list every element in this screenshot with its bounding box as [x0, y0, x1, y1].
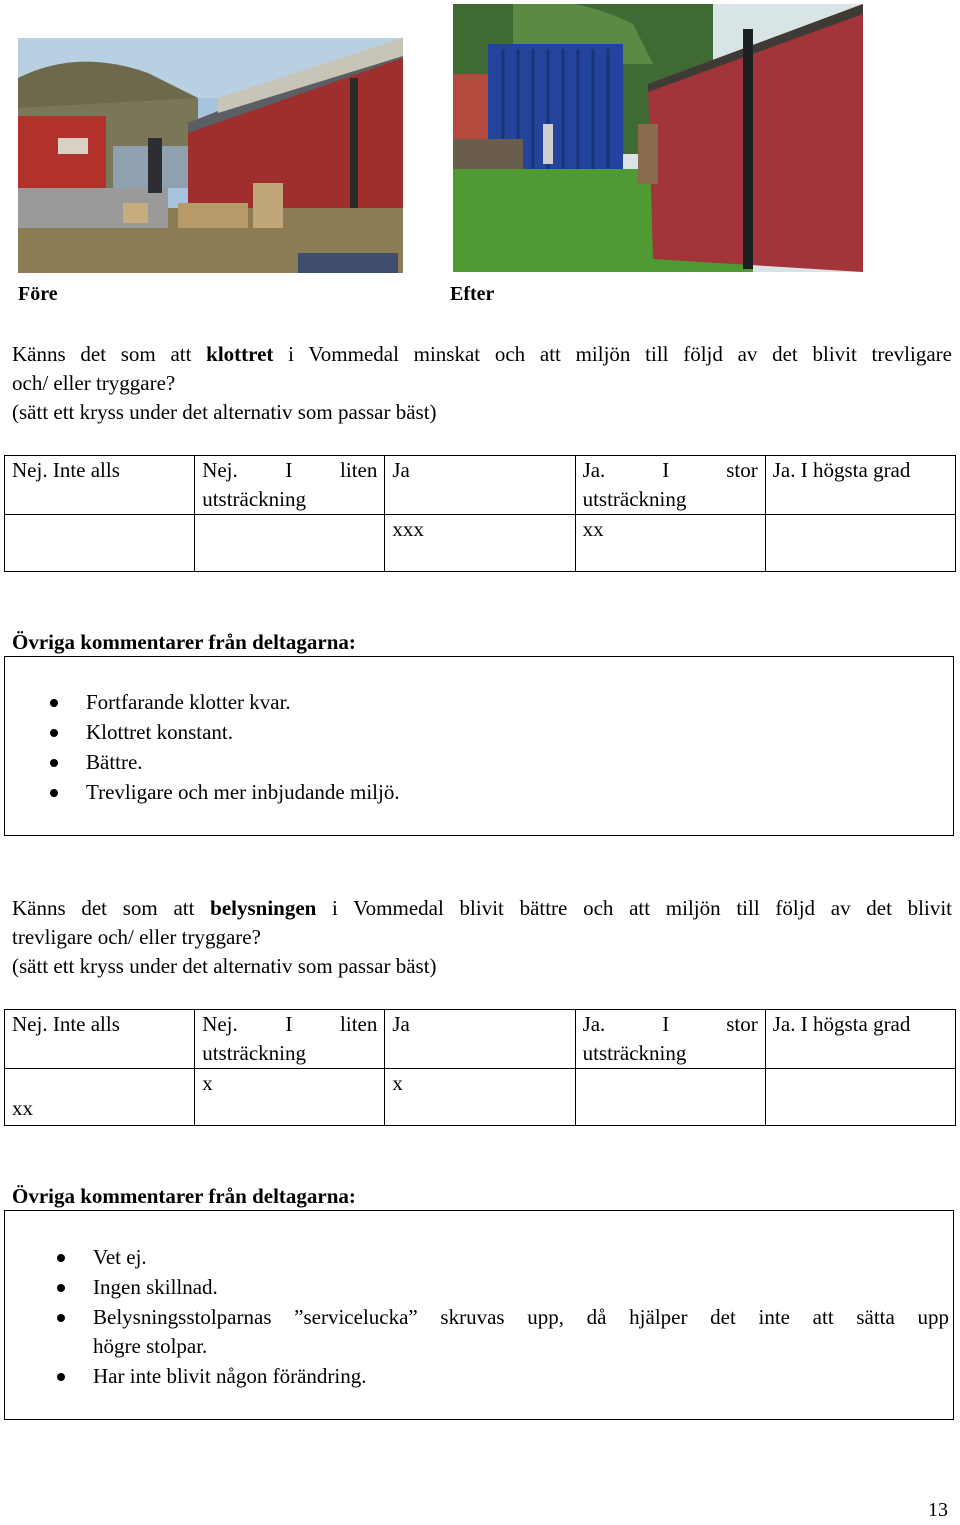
question2-comments-heading: Övriga kommentarer från deltagarna:: [12, 1184, 356, 1208]
bullet-icon: [57, 1284, 65, 1292]
bullet-icon: [50, 699, 58, 707]
question1-text: [12, 340, 952, 427]
table-row: [5, 515, 956, 572]
before-caption: Före: [18, 283, 58, 305]
list-item: Vet ej.: [5, 1243, 953, 1273]
bullet-icon: [57, 1373, 65, 1381]
option-yes: Ja: [385, 456, 575, 515]
question1-line2: och/ eller tryggare?: [12, 371, 176, 395]
mark-cell: [195, 515, 385, 572]
table-header-row: [5, 1010, 956, 1069]
question2-comments-box: [4, 1210, 954, 1420]
question1-keyword: klottret: [206, 342, 274, 366]
option-highest: Ja. I högsta grad: [765, 456, 955, 515]
question2-text: [12, 894, 952, 981]
mark-cell: [765, 515, 955, 572]
option-small: Nej. I liten utsträckning: [195, 456, 385, 515]
option-large: Ja. I stor utsträckning: [575, 456, 765, 515]
list-item: Trevligare och mer inbjudande miljö.: [5, 778, 953, 808]
list-item: Ingen skillnad.: [5, 1273, 953, 1303]
option-yes: Ja: [385, 1010, 575, 1069]
page-number: 13: [928, 1499, 948, 1521]
bullet-icon: [50, 729, 58, 737]
bullet-icon: [50, 759, 58, 767]
option-none: Nej. Inte alls: [5, 456, 195, 515]
bullet-icon: [50, 789, 58, 797]
mark-cell: [575, 1069, 765, 1126]
bullet-icon: [57, 1314, 65, 1322]
table-row: [5, 1069, 956, 1126]
mark-cell: xx: [575, 515, 765, 572]
bullet-icon: [57, 1254, 65, 1262]
table-header-row: [5, 456, 956, 515]
question1-instruction: (sätt ett kryss under det alternativ som passar bäst): [12, 400, 437, 424]
question2-instruction: (sätt ett kryss under det alternativ som passar bäst): [12, 954, 437, 978]
after-photo: [453, 4, 863, 272]
option-large: Ja. I stor utsträckning: [575, 1010, 765, 1069]
option-highest: Ja. I högsta grad: [765, 1010, 955, 1069]
mark-cell: xx: [5, 1069, 195, 1126]
list-item: Klottret konstant.: [5, 718, 953, 748]
mark-cell: [765, 1069, 955, 1126]
question1-options-table: [4, 455, 956, 572]
list-item: Fortfarande klotter kvar.: [5, 688, 953, 718]
question2-line2: trevligare och/ eller tryggare?: [12, 925, 261, 949]
mark-cell: xxx: [385, 515, 575, 572]
after-caption: Efter: [450, 283, 495, 305]
question2-options-table: [4, 1009, 956, 1126]
mark-cell: x: [385, 1069, 575, 1126]
before-photo: [18, 38, 403, 273]
list-item: Har inte blivit någon förändring.: [5, 1362, 953, 1392]
option-none: Nej. Inte alls: [5, 1010, 195, 1069]
list-item: Belysningsstolparnas ”servicelucka” skruvas upp, då hjälper det inte att sätta upp högre stolpar.: [5, 1303, 953, 1362]
mark-cell: x: [195, 1069, 385, 1126]
question1-line1: Känns det som att klottret i Vommedal minskat och att miljön till följd av det blivit trevligare: [12, 342, 952, 366]
question1-comments-box: [4, 656, 954, 836]
list-item: Bättre.: [5, 748, 953, 778]
question2-line1: Känns det som att belysningen i Vommedal blivit bättre och att miljön till följd av det blivit: [12, 896, 952, 920]
mark-cell: [5, 515, 195, 572]
question1-comments-heading: Övriga kommentarer från deltagarna:: [12, 630, 356, 654]
option-small: Nej. I liten utsträckning: [195, 1010, 385, 1069]
question2-keyword: belysningen: [210, 896, 317, 920]
